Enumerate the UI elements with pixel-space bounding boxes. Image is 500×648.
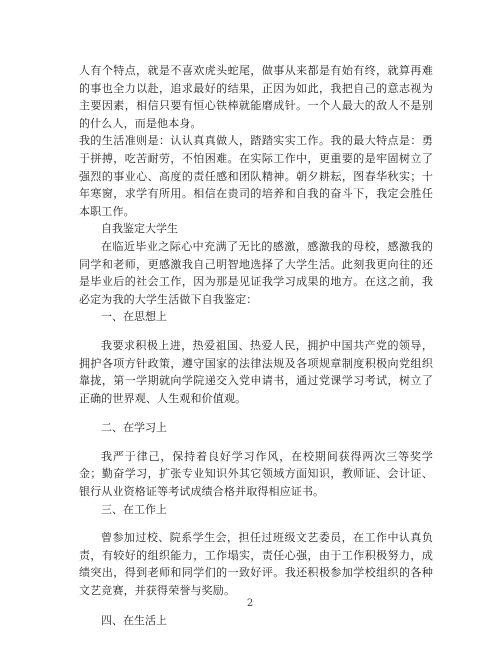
heading-life: 四、在生活上 (101, 613, 167, 627)
paragraph-graduation-intro: 在临近毕业之际心中充满了无比的感激，感激我的母校，感激我的同学和老师，更感激我自己明智地选择了大学生活。此刻我更向往的还是毕业后的社会工作，因为那是见证我学习成果的地方。在这之前，我必定为我的大学生活做下自我鉴定： (79, 239, 433, 306)
section-title: 自我鉴定大学生 (101, 222, 178, 236)
paragraph-ideology: 我要求积极上进，热爱祖国、热爱人民，拥护中国共产党的领导，拥护各项方针政策，遵守国家的法律法规及各项规章制度积极向党组织靠拢，第一学期就向学院递交入党申请书，通过党课学习考试，树立了正确的世界观、人生观和价值观。 (79, 338, 433, 405)
page-number: 2 (246, 598, 254, 609)
paragraph-intro-traits: 人有个特点，就是不喜欢虎头蛇尾，做事从来都是有始有终，就算再难的事也全力以赴，追求最好的结果，正因为如此，我把自己的意志视为主要因素，相信只要有恒心铁棒就能磨成针。一个人最大的敌人不是别的什么人，而是他本身。 (79, 64, 433, 130)
paragraph-study: 我严于律己，保持着良好学习作风，在校期间获得两次三等奖学金；勤奋学习，扩张专业知识外其它领域方面知识，教师证、会计证、银行从业资格证等考试成绩合格并取得相应证书。 (79, 449, 433, 499)
heading-work: 三、在工作上 (101, 502, 167, 516)
paragraph-work: 曾参加过校、院系学生会，担任过班级文艺委员，在工作中认真负责，有较好的组织能力，工作塌实，责任心强，由于工作积极努力，成绩突出，得到老师和同学们的一致好评。我还积极参加学校组织的各种文艺竞赛，并获得荣誉与奖励。 (79, 531, 433, 598)
heading-study: 二、在学习上 (101, 421, 167, 435)
paragraph-life-principles: 我的生活准则是：认认真真做人，踏踏实实工作。我的最大特点是：勇于拼搏，吃苦耐劳，不怕困难。在实际工作中，更重要的是牢固树立了强烈的事业心、高度的责任感和团队精神。朝夕耕耘，图春华秋实；十年寒窗，求学有所用。相信在贵司的培养和自我的奋斗下，我定会胜任本职工作。 (79, 134, 433, 218)
document-body (79, 62, 433, 629)
heading-ideology: 一、在思想上 (101, 310, 167, 324)
